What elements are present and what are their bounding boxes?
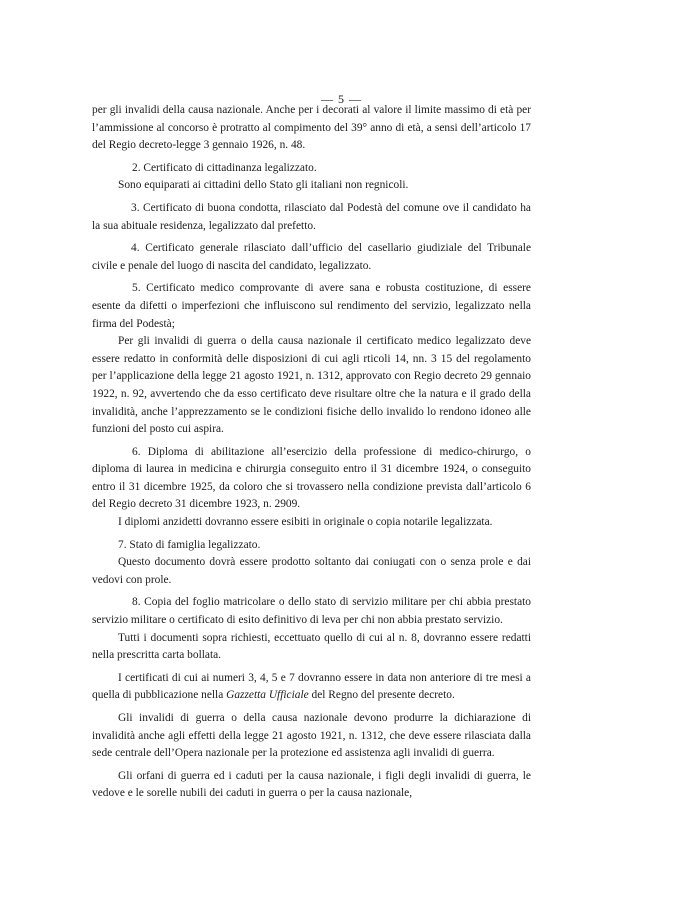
paragraph-documents-note: Tutti i documenti sopra richiesti, eccettuato quello di cui al n. 8, dovranno essere redatti nella prescritta carta bollata. — [92, 631, 531, 662]
certificates-date-text-end: del Regno del presente decreto. — [308, 689, 455, 702]
paragraph-orphans: Gli orfani di guerra ed i caduti per la causa nazionale, i figli degli invalidi di guerra, le vedove e le sorelle nubili dei caduti in guerra o per la causa nazionale, — [92, 769, 531, 800]
paragraph-item-7: 7. Stato di famiglia legalizzato. — [118, 538, 261, 551]
paragraph-item-2: 2. Certificato di cittadinanza legalizzato. — [132, 161, 317, 174]
paragraph-note-7: Questo documento dovrà essere prodotto soltanto dai coniugati con o senza prole e dai vedovi con prole. — [92, 556, 531, 586]
paragraph-continuation: per gli invalidi della causa nazionale. Anche per i decorati al valore il limite massimo di età per l’ammissione al concorso è protratto al compimento del 39° anno di età, a sensi dell’articolo 17 del Regio decreto-legge 3 gennaio 1926, n. 48. — [92, 104, 531, 152]
paragraph-item-6: 6. Diploma di abilitazione all’esercizio della professione di medico-chirurgo, o diploma di laurea in medicina e chirurgia conseguito entro il 31 dicembre 1924, o conseguito entro il 31 dicembre 1925, da coloro che si trovassero nella condizione prevista dall’articolo 6 del Regio decreto 31 dicembre 1923, n. 2909. — [92, 445, 531, 511]
paragraph-certificates-date — [92, 670, 531, 705]
paragraph-note-2: Sono equiparati ai cittadini dello Stato gli italiani non regnicoli. — [118, 179, 409, 192]
body-text — [92, 102, 531, 803]
paragraph-invalidity-declaration: Gli invalidi di guerra o della causa nazionale devono produrre la dichiarazione di invalidità anche agli effetti della legge 21 agosto 1921, n. 1312, che deve essere rilasciata dalla sede centrale dell’Opera nazionale per la protezione ed assistenza agli invalidi di guerra. — [92, 712, 531, 760]
paragraph-item-5: 5. Certificato medico comprovante di avere sana e robusta costituzione, di essere esente da difetti o imperfezioni che influiscono sul rendimento del servizio, legalizzato nella firma del Podestà; — [92, 282, 531, 330]
paragraph-item-8: 8. Copia del foglio matricolare o dello stato di servizio militare per chi abbia prestato servizio militare o certificato di esito definitivo di leva per chi non abbia prestato servizio. — [92, 596, 531, 627]
paragraph-note-6: I diplomi anzidetti dovranno essere esibiti in originale o copia notarile legalizzata. — [118, 516, 493, 529]
page-number: — 5 — — [321, 92, 362, 106]
paragraph-item-3: 3. Certificato di buona condotta, rilasciato dal Podestà del comune ove il candidato ha la sua abituale residenza, legalizzato dal prefetto. — [92, 201, 531, 232]
certificates-date-text: I certificati di cui ai numeri 3, 4, 5 e 7 dovranno essere in data non anteriore di tre mesi a quella di pubblicazione nella — [92, 671, 531, 702]
paragraph-item-4: 4. Certificato generale rilasciato dall’ufficio del casellario giudiziale del Tribunale civile e penale del luogo di nascita del candidato, legalizzato. — [92, 242, 531, 272]
gazzetta-title: Gazzetta Ufficiale — [226, 689, 309, 702]
paragraph-note-5: Per gli invalidi di guerra o della causa nazionale il certificato medico legalizzato deve essere redatto in conformità delle disposizioni di cui agli rticoli 14, nn. 3 15 del regolamento per l’applicazione della legge 21 agosto 1921, n. 1312, approvato con Regio decreto 29 gennaio 1922, n. 92, avvertendo che da esso certificato deve risultare oltre che la natura e il grado della invalidità, anche l’apprezzamento se le condizioni fisiche dello invalido lo rendono idoneo alle funzioni del posto cui aspira. — [92, 335, 531, 436]
